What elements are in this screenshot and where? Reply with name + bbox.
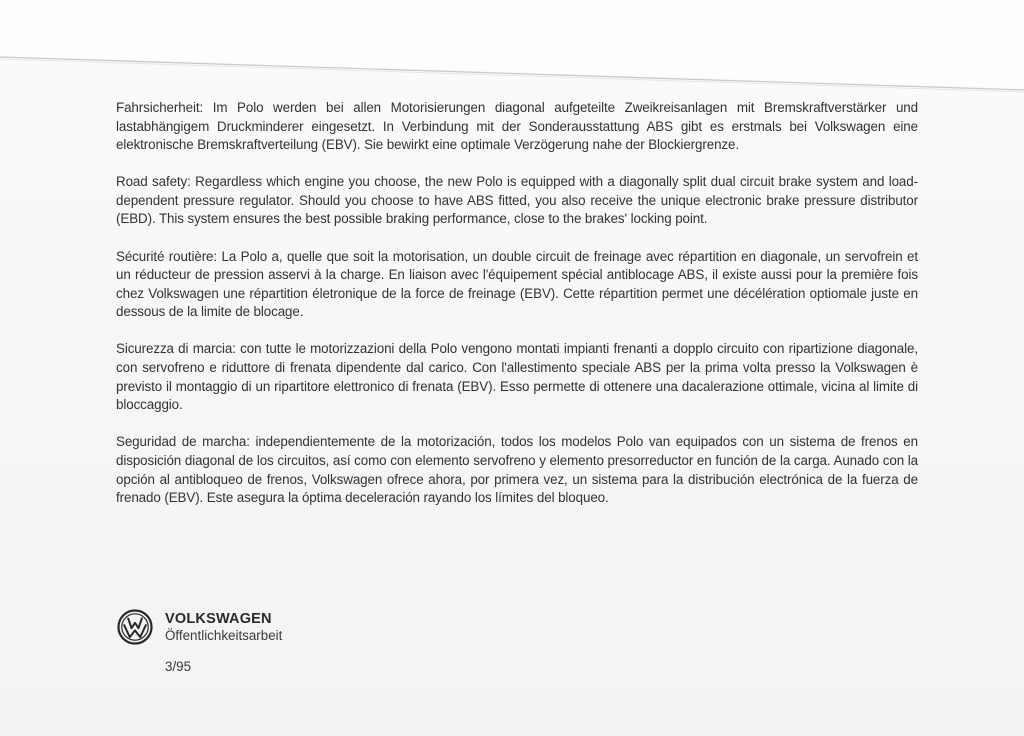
paragraph-italian: Sicurezza di marcia: con tutte le motorizzazioni della Polo vengono montati impianti frenanti a dopplo circuito con ripartizione diagonale, con servofreno e riduttore di frenata dipendente dal carico. Con l'allestimento speciale ABS per la prima volta presso la Volkswagen è previsto il montaggio di un ripartitore elettronico di frenata (EBV). Esso permette di ottenere una dacalerazione ottimale, vicina al limite di bloccaggio.: [116, 341, 918, 413]
paragraph-french: Sécurité routière: La Polo a, quelle que soit la motorisation, un double circuit de freinage avec répartition en diagonale, un servofrein et un réducteur de pression asservi à la charge. En liaison avec l'équipement spécial antiblocage ABS, il existe aussi pour la première fois chez Volkswagen une répartition életronique de la force de freinage (EBV). Cette répartition permet une décélération optiomale juste en dessous de la limite de blocage.: [116, 248, 918, 320]
department-name: Öffentlichkeitsarbeit: [165, 628, 283, 643]
paragraph-english: Road safety: Regardless which engine you choose, the new Polo is equipped with a diagonally split dual circuit brake system and load-dependent pressure regulator. Should you choose to have ABS fitted, you also receive the unique electronic brake pressure distributor (EBD). This system ensures the best possible braking performance, close to the brakes' locking point.: [116, 174, 918, 227]
paragraph-spanish: Seguridad de marcha: independientemente de la motorización, todos los modelos Polo van equipados con un sistema de frenos en disposición diagonal de los circuitos, así como con elemento servofreno y elemento presorreductor en función de la carga. Aunado con la opción al antibloqueo de frenos, Volkswagen ofrece ahora, por primera vez, un sistema para la distribución electrónica de la fuerza de frenado (EBV). Este asegura la óptima deceleración rayando los límites del bloqueo.: [116, 434, 918, 506]
brand-name: VOLKSWAGEN: [165, 611, 272, 627]
paragraph-german: Fahrsicherheit: Im Polo werden bei allen Motorisierungen diagonal aufgeteilte Zweikreisanlagen mit Bremskraftverstärker und lastabhängigem Druckminderer eingesetzt. In Verbindung mit der Sonderausstattung ABS gibt es erstmals bei Volkswagen eine elektronische Bremskraftverteilung (EBV). Sie bewirkt eine optimale Verzögerung nahe der Blockiergrenze.: [116, 100, 918, 153]
vw-logo-icon: [117, 609, 153, 645]
paper-fold-line: [0, 0, 1024, 100]
issue-date: 3/95: [165, 659, 192, 674]
body-text: [116, 99, 918, 526]
